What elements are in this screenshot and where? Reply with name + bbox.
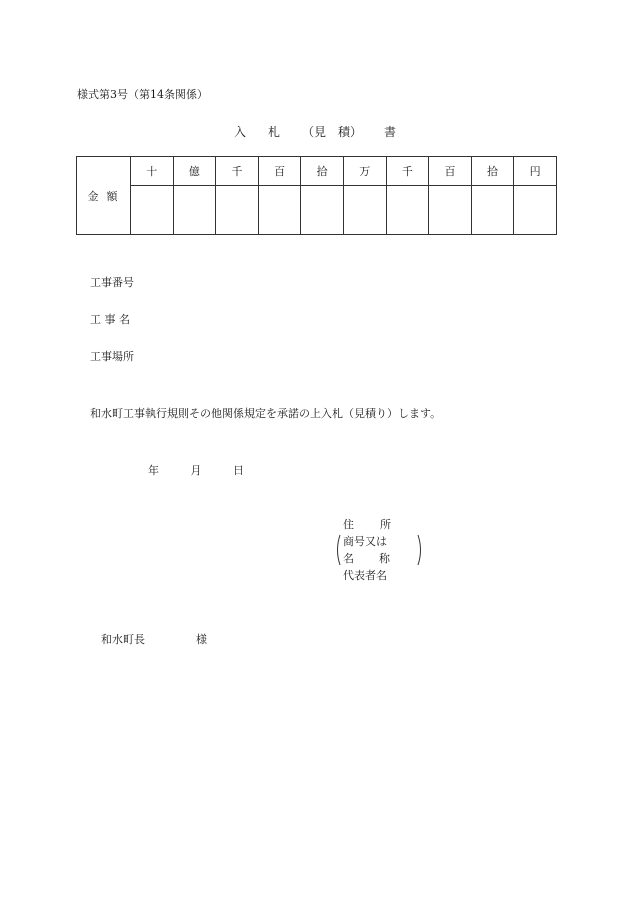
date-line (148, 462, 244, 478)
date-month: 月 (190, 464, 202, 477)
title-suffix: 書 (384, 125, 397, 139)
amount-header-row (77, 157, 557, 186)
addressee (101, 631, 207, 647)
digit-header: 百 (258, 157, 301, 186)
consent-statement: 和水町工事執行規則その他関係規定を承諾の上入札（見積り）します。 (90, 407, 442, 420)
digit-header: 十 (131, 157, 174, 186)
representative-label: 代表者名 (343, 569, 387, 582)
digit-header: 千 (386, 157, 429, 186)
trade-name-group (337, 533, 417, 567)
digit-cell[interactable] (216, 186, 259, 235)
digit-cell[interactable] (301, 186, 344, 235)
digit-cell[interactable] (514, 186, 557, 235)
digit-cell[interactable] (343, 186, 386, 235)
amount-entry-row (77, 186, 557, 235)
left-bracket-icon (335, 534, 341, 566)
digit-header: 千 (216, 157, 259, 186)
form-number: 様式第3号（第14条関係） (77, 88, 208, 101)
digit-cell[interactable] (386, 186, 429, 235)
project-location-label: 工事場所 (90, 350, 134, 363)
amount-table (76, 156, 557, 235)
title-char-2: 札 (267, 125, 302, 139)
address-label: 住所 (343, 518, 417, 531)
digit-cell[interactable] (471, 186, 514, 235)
project-name-label: 工 事 名 (90, 313, 130, 326)
addressee-honorific: 様 (196, 633, 207, 646)
digit-header: 億 (173, 157, 216, 186)
digit-cell[interactable] (173, 186, 216, 235)
document-title (0, 123, 630, 140)
digit-header: 万 (343, 157, 386, 186)
digit-header: 百 (429, 157, 472, 186)
digit-header: 拾 (301, 157, 344, 186)
digit-cell[interactable] (131, 186, 174, 235)
date-day: 日 (233, 464, 244, 477)
name-label: 名称 (343, 552, 415, 565)
bidder-block (343, 516, 417, 584)
right-bracket-icon (417, 534, 423, 566)
digit-cell[interactable] (429, 186, 472, 235)
digit-cell[interactable] (258, 186, 301, 235)
project-number-label: 工事番号 (90, 276, 134, 289)
title-paren: （見 積） (302, 125, 363, 139)
date-year: 年 (148, 464, 159, 477)
digit-header: 拾 (471, 157, 514, 186)
title-char-1: 入 (233, 125, 268, 139)
amount-label: 金額 (77, 157, 131, 235)
digit-header: 円 (514, 157, 557, 186)
trade-name-label: 商号又は (343, 535, 387, 548)
addressee-name: 和水町長 (101, 633, 145, 646)
